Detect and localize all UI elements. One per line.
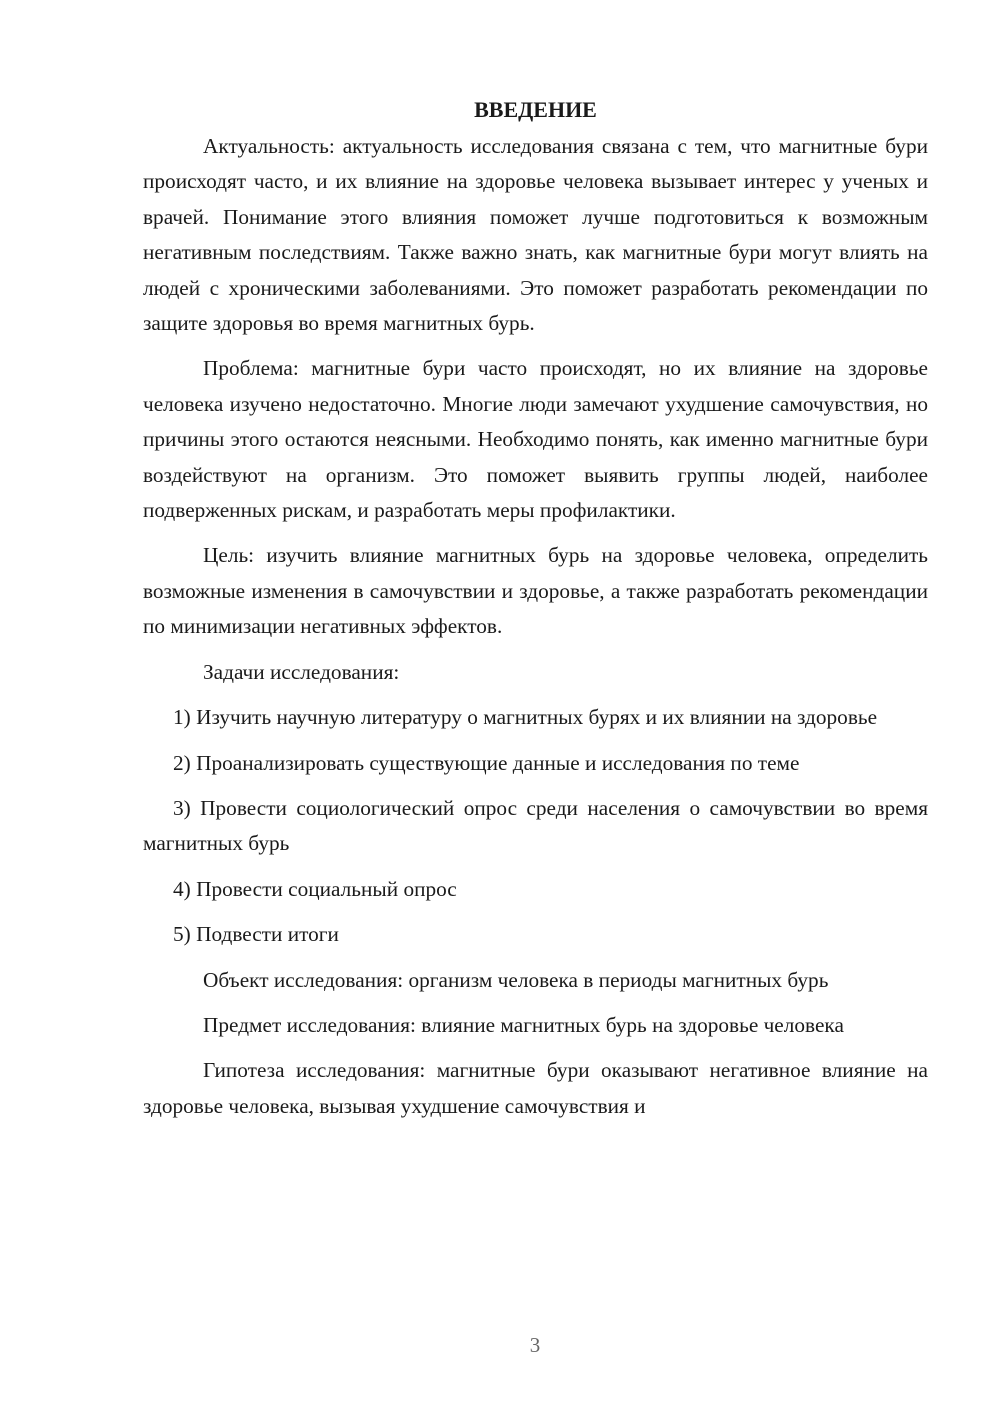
tasks-list	[143, 700, 928, 952]
list-item: 4) Провести социальный опрос	[173, 876, 457, 901]
list-item: 3) Провести социологический опрос среди населения о самочувствии во время магнитных бурь	[143, 795, 928, 856]
page-number: 3	[529, 1333, 541, 1357]
tasks-heading: Задачи исследования:	[203, 659, 400, 684]
goal-paragraph: Цель: изучить влияние магнитных бурь на здоровье человека, определить возможные изменения в самочувствии и здоровье, а также разработать рекомендации по минимизации негативных эффектов.	[143, 543, 928, 639]
section-title: ВВЕДЕНИЕ	[474, 97, 597, 122]
hypothesis-paragraph: Гипотеза исследования: магнитные бури оказывают негативное влияние на здоровье человека, вызывая ухудшение самочувствия и	[143, 1058, 928, 1118]
list-item: 5) Подвести итоги	[173, 922, 339, 947]
document-page	[143, 92, 928, 1134]
object-paragraph: Объект исследования: организм человека в периоды магнитных бурь	[203, 967, 829, 992]
problem-paragraph: Проблема: магнитные бури часто происходят, но их влияние на здоровье человека изучено недостаточно. Многие люди замечают ухудшение самочувствия, но причины этого остаются неясными. Необходимо понять, как именно магнитные бури воздействуют на организм. Это поможет выявить группы людей, наиболее подверженных рискам, и разработать меры профилактики.	[143, 356, 928, 523]
list-item: 1) Изучить научную литературу о магнитных бурях и их влиянии на здоровье	[173, 705, 878, 730]
relevance-paragraph: Актуальность: актуальность исследования связана с тем, что магнитные бури происходят часто, и их влияние на здоровье человека вызывает интерес у ученых и врачей. Понимание этого влияния поможет лучше подготовиться к возможным негативным последствиям. Также важно знать, как магнитные бури могут влиять на людей с хроническими заболеваниями. Это поможет разработать рекомендации по защите здоровья во время магнитных бурь.	[143, 134, 928, 336]
list-item: 2) Проанализировать существующие данные и исследования по теме	[173, 750, 800, 775]
subject-paragraph: Предмет исследования: влияние магнитных бурь на здоровье человека	[203, 1012, 844, 1037]
